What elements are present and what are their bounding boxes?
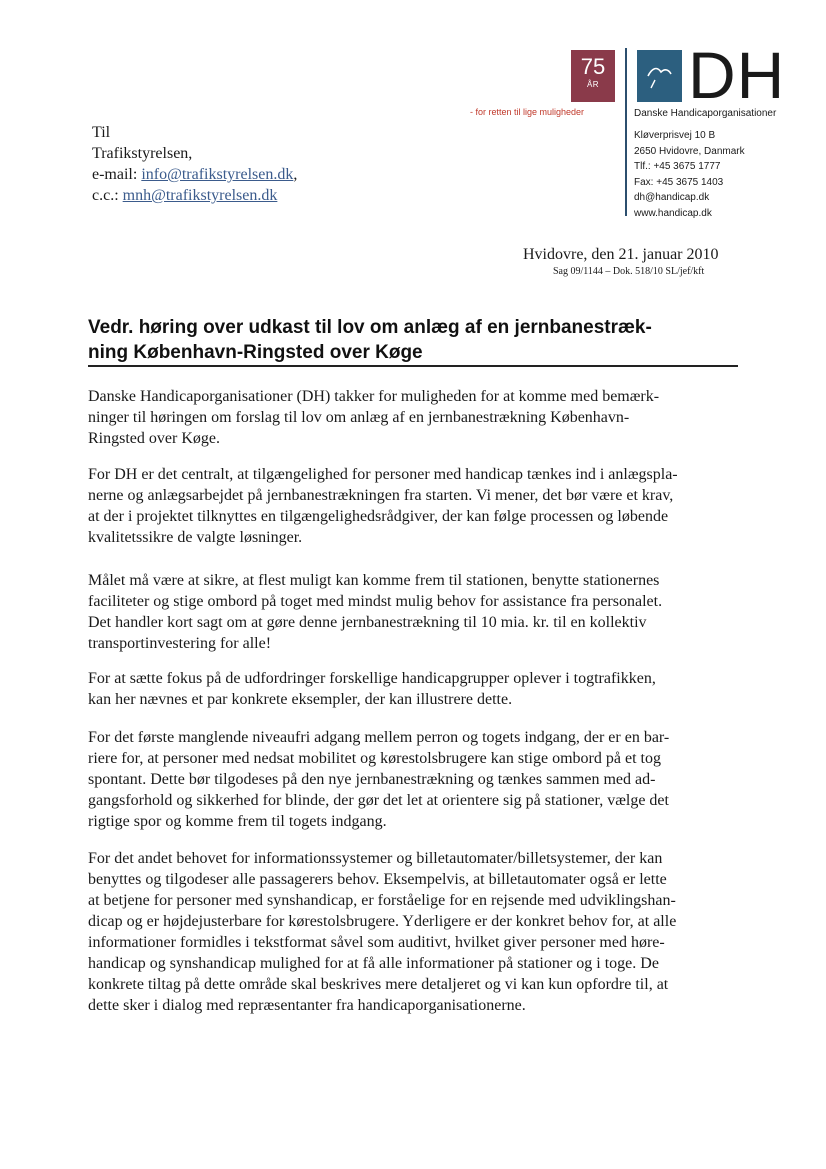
dh-logo-letters: DH (688, 38, 786, 112)
sender-address (634, 128, 745, 221)
letter-date: Hvidovre, den 21. januar 2010 (523, 246, 719, 263)
heading-line-2: ning København-Ringsted over Køge (88, 342, 423, 363)
paragraph-line: informationer formidles i tekstformat såvel som auditivt, hvilket giver personer med høre- (88, 934, 665, 951)
email-suffix: , (293, 166, 298, 183)
heading-underline (88, 365, 738, 367)
address-phone: Tlf.: +45 3675 1777 (634, 161, 721, 172)
address-city: 2650 Hvidovre, Danmark (634, 145, 745, 157)
address-fax: Fax: +45 3675 1403 (634, 176, 724, 188)
paragraph-line: benyttes og tilgodeser alle passagerers behov. Eksempelvis, at billetautomater også er lette (88, 871, 667, 888)
recipient-cc-link[interactable]: mnh@trafikstyrelsen.dk (122, 187, 278, 204)
paragraph-line: spontant. Dette bør tilgodeses på den nye jernbanestrækning og tænkes sammen med ad- (88, 771, 656, 788)
paragraph-line: dette sker i dialog med repræsentanter fra handicaporganisationerne. (88, 997, 526, 1014)
paragraph-line: at der i projektet tilknyttes en tilgængelighedsrådgiver, der kan følge processen og løbende (88, 508, 669, 525)
anniversary-badge (571, 50, 615, 102)
paragraph-line: konkrete tiltag på dette område skal beskrives mere detaljeret og vi kan kun opfordre til, at (88, 976, 669, 993)
paragraph-line: kan her nævnes et par konkrete eksempler, der kan illustrere dette. (88, 691, 513, 708)
reference-number: Sag 09/1144 – Dok. 518/10 SL/jef/kft (553, 266, 705, 277)
paragraph-line: For at sætte fokus på de udfordringer forskellige handicapgrupper oplever i togtrafikken, (88, 670, 656, 687)
recipient-to: Til (92, 124, 111, 141)
paragraph-5 (88, 727, 734, 832)
paragraph-2 (88, 464, 734, 548)
letter-heading (88, 315, 738, 365)
badge-label: ÅR (586, 80, 600, 89)
paragraph-4 (88, 668, 734, 710)
tagline: - for retten til lige muligheder (470, 107, 585, 117)
paragraph-6 (88, 848, 734, 1016)
paragraph-line: rigtige spor og komme frem til togets indgang. (88, 813, 387, 830)
paragraph-line: ninger til høringen om forslag til lov om anlæg af en jernbanestrækning København- (88, 409, 630, 426)
paragraph-1 (88, 386, 734, 449)
paragraph-line: faciliteter og stige ombord på toget med mindst mulig behov for assistance fra personalet. (88, 593, 663, 610)
dh-bird-icon (637, 50, 682, 102)
paragraph-line: gangsforhold og sikkerhed for blinde, der gør det let at orientere sig på stationer, vælge det (88, 792, 669, 809)
paragraph-line: For DH er det centralt, at tilgængelighed for personer med handicap tænkes ind i anlægspla- (88, 466, 678, 483)
paragraph-line: For det andet behovet for informationssystemer og billetautomater/billetsystemer, der kan (88, 850, 663, 867)
recipient-block (92, 122, 297, 206)
paragraph-line: kvalitetssikre de valgte løsninger. (88, 529, 303, 546)
paragraph-line: nerne og anlægsarbejdet på jernbanestrækningen fra starten. Vi mener, det bør være et krav, (88, 487, 674, 504)
address-street: Kløverprisvej 10 B (634, 130, 716, 141)
heading-line-1: Vedr. høring over udkast til lov om anlæg af en jernbanestræk- (88, 317, 652, 338)
paragraph-3 (88, 570, 734, 654)
paragraph-line: Ringsted over Køge. (88, 430, 220, 447)
paragraph-line: at betjene for personer med synshandicap, er forståelige for en rejsende med udviklingshan- (88, 892, 676, 909)
logo-divider (625, 48, 627, 216)
paragraph-line: handicap og synshandicap mulighed for at få alle informationer på stationer og i toge. De (88, 955, 659, 972)
email-label: e-mail: (92, 166, 142, 183)
address-email: dh@handicap.dk (634, 192, 710, 203)
paragraph-line: For det første manglende niveaufri adgang mellem perron og togets indgang, der er en bar- (88, 729, 670, 746)
paragraph-line: Det handler kort sagt om at gøre denne jernbanestrækning til 10 mia. kr. til en kollektiv (88, 614, 647, 631)
paragraph-line: dicap og er højdejusterbare for kørestolsbrugere. Yderligere er der konkret behov for, at alle (88, 913, 677, 930)
paragraph-line: Målet må være at sikre, at flest muligt kan komme frem til stationen, benytte stationernes (88, 572, 660, 589)
paragraph-line: transportinvestering for alle! (88, 635, 272, 652)
paragraph-line: Danske Handicaporganisationer (DH) takker for muligheden for at komme med bemærk- (88, 388, 660, 405)
recipient-email-link[interactable]: info@trafikstyrelsen.dk (141, 166, 294, 183)
badge-number: 75 (580, 54, 606, 79)
paragraph-line: riere for, at personer med nedsat mobilitet og kørestolsbrugere kan stige ombord på et tog (88, 750, 661, 767)
address-web: www.handicap.dk (634, 207, 712, 219)
recipient-name: Trafikstyrelsen, (92, 145, 193, 162)
cc-label: c.c.: (92, 187, 123, 204)
org-name: Danske Handicaporganisationer (634, 108, 777, 119)
recipient-cc-line (92, 185, 297, 206)
recipient-email-line (92, 164, 297, 185)
